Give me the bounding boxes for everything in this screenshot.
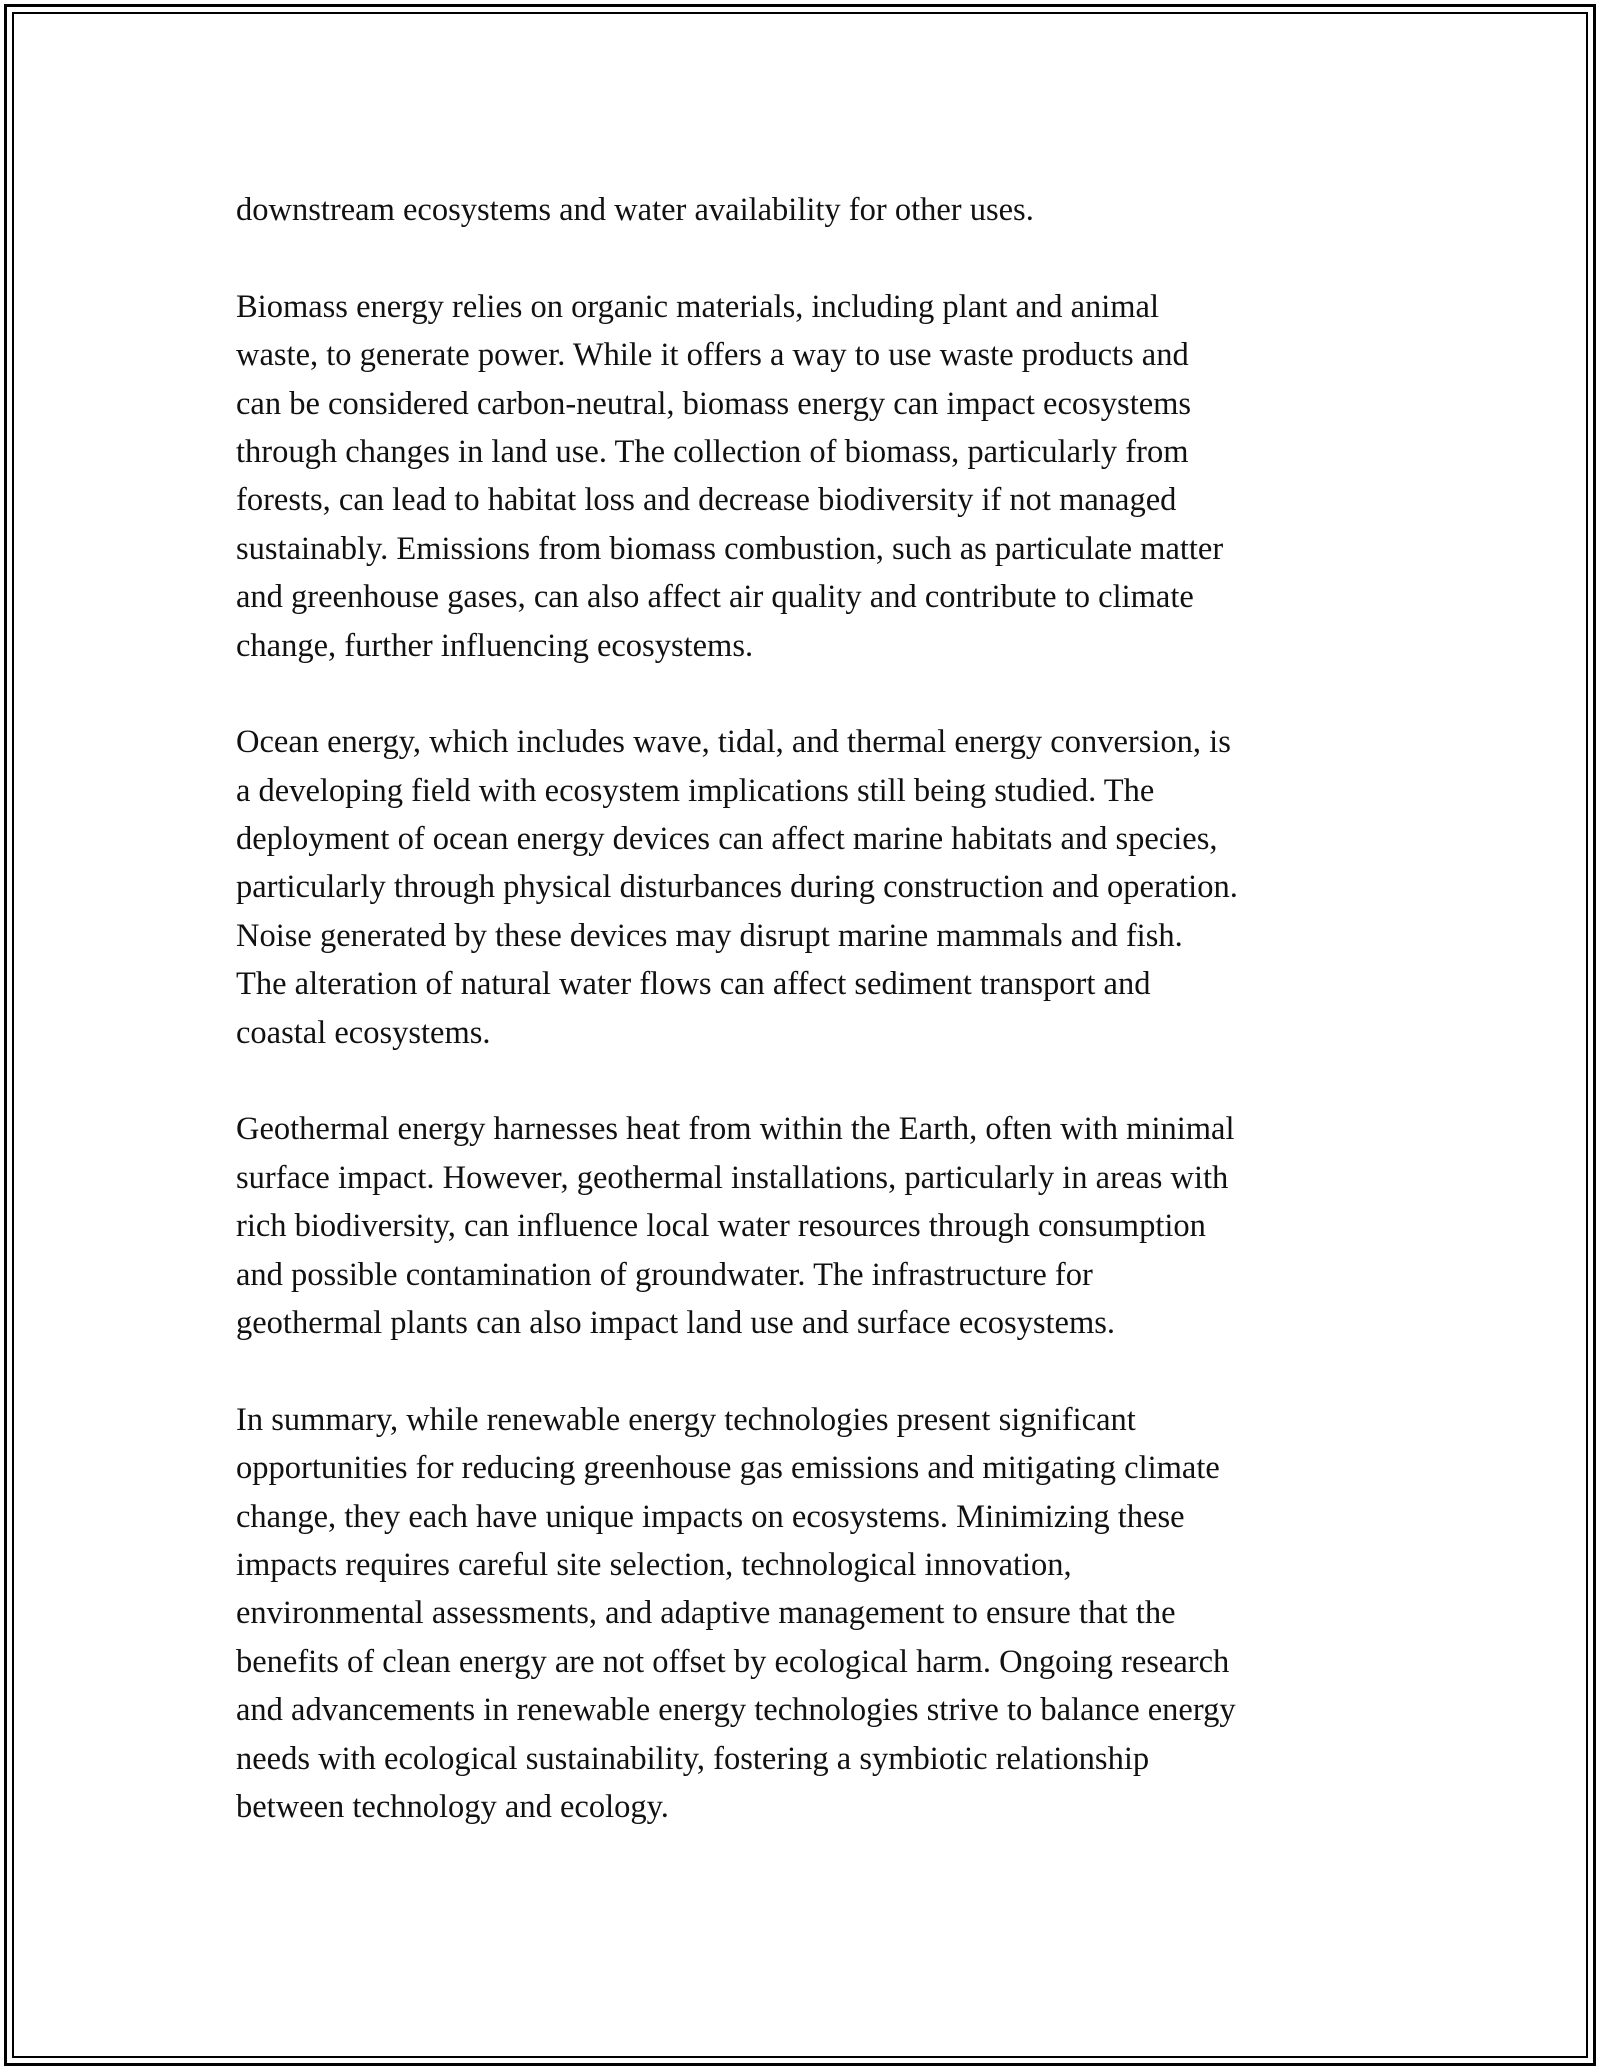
paragraph-summary xyxy=(236,1396,1396,1832)
text-line: change, further influencing ecosystems. xyxy=(236,627,754,664)
text-line: and advancements in renewable energy technologies strive to balance energy xyxy=(236,1692,1236,1729)
text-line: The alteration of natural water flows can affect sediment transport and xyxy=(236,966,1151,1003)
document-body xyxy=(236,186,1396,1880)
text-line: needs with ecological sustainability, fostering a symbiotic relationship xyxy=(236,1740,1150,1777)
text-line: a developing field with ecosystem implications still being studied. The xyxy=(236,772,1155,809)
text-line: geothermal plants can also impact land use and surface ecosystems. xyxy=(236,1304,1116,1341)
text-line: impacts requires careful site selection, technological innovation, xyxy=(236,1546,1072,1583)
text-line: change, they each have unique impacts on ecosystems. Minimizing these xyxy=(236,1498,1185,1535)
paragraph-ocean-energy xyxy=(236,718,1396,1057)
text-line: can be considered carbon-neutral, biomass energy can impact ecosystems xyxy=(236,385,1192,422)
text-line: Ocean energy, which includes wave, tidal, and thermal energy conversion, is xyxy=(236,724,1231,761)
paragraph-biomass-energy xyxy=(236,283,1396,670)
text-line: surface impact. However, geothermal installations, particularly in areas with xyxy=(236,1159,1229,1196)
text-line: rich biodiversity, can influence local water resources through consumption xyxy=(236,1208,1206,1245)
text-line: waste, to generate power. While it offers a way to use waste products and xyxy=(236,337,1189,374)
text-line: forests, can lead to habitat loss and decrease biodiversity if not managed xyxy=(236,482,1177,519)
text-line: between technology and ecology. xyxy=(236,1788,669,1825)
text-line: and possible contamination of groundwater. The infrastructure for xyxy=(236,1256,1093,1293)
text-line: through changes in land use. The collection of biomass, particularly from xyxy=(236,433,1189,470)
text-line: particularly through physical disturbances during construction and operation. xyxy=(236,869,1238,906)
text-line: environmental assessments, and adaptive management to ensure that the xyxy=(236,1595,1176,1632)
text-line: In summary, while renewable energy technologies present significant xyxy=(236,1401,1136,1438)
text-line: Biomass energy relies on organic materials, including plant and animal xyxy=(236,288,1160,325)
paragraph-geothermal-energy xyxy=(236,1105,1396,1347)
text-line: Noise generated by these devices may disrupt marine mammals and fish. xyxy=(236,917,1183,954)
text-line: downstream ecosystems and water availability for other uses. xyxy=(236,192,1034,228)
text-line: and greenhouse gases, can also affect air quality and contribute to climate xyxy=(236,579,1194,616)
text-line: deployment of ocean energy devices can affect marine habitats and species, xyxy=(236,821,1218,858)
text-line: opportunities for reducing greenhouse gas emissions and mitigating climate xyxy=(236,1450,1220,1487)
text-line: coastal ecosystems. xyxy=(236,1014,491,1051)
text-line: benefits of clean energy are not offset by ecological harm. Ongoing research xyxy=(236,1643,1230,1680)
text-line: Geothermal energy harnesses heat from within the Earth, often with minimal xyxy=(236,1111,1235,1148)
paragraph-water-availability xyxy=(236,186,1396,234)
text-line: sustainably. Emissions from biomass combustion, such as particulate matter xyxy=(236,530,1224,567)
